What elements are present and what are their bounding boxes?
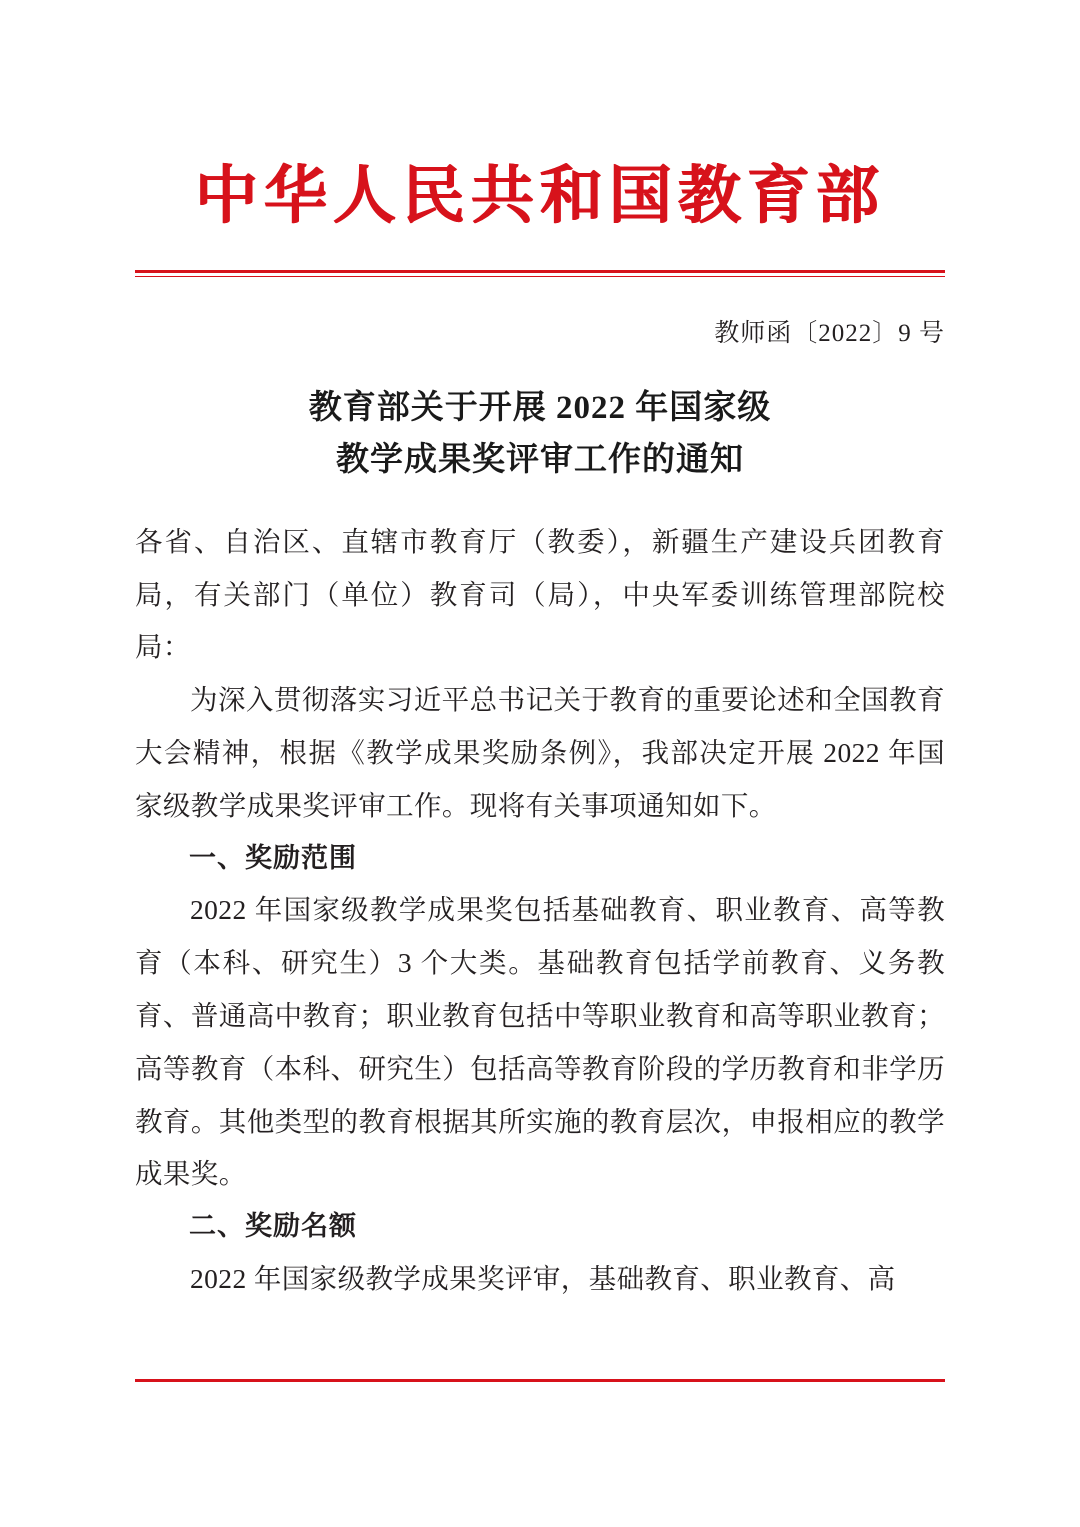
letterhead — [135, 0, 945, 277]
document-title-line-2: 教学成果奖评审工作的通知 — [336, 441, 744, 478]
section-1-heading: 一、奖励范围 — [189, 842, 357, 873]
letterhead-divider — [135, 270, 945, 277]
document-title — [135, 383, 945, 485]
footer-divider — [135, 1379, 945, 1382]
document-title-line-1: 教育部关于开展 2022 年国家级 — [308, 390, 772, 427]
preamble-paragraph: 为深入贯彻落实习近平总书记关于教育的重要论述和全国教育大会精神，根据《教学成果奖励条例》，我部决定开展 2022 年国家级教学成果奖评审工作。现将有关事项通知如下。 — [135, 684, 945, 821]
document-number: 教师函〔2022〕9 号 — [714, 320, 945, 348]
section-1-paragraph: 2022 年国家级教学成果奖包括基础教育、职业教育、高等教育（本科、研究生）3 个大类。基础教育包括学前教育、义务教育、普通高中教育；职业教育包括中等职业教育和高等职业教育；高等教育（本科、研究生）包括高等教育阶段的学历教育和非学历教育。其他类型的教育根据其所实施的教育层次，申报相应的教学成果奖。 — [135, 894, 945, 1190]
section-2-heading: 二、奖励名额 — [189, 1211, 357, 1242]
section-2-paragraph: 2022 年国家级教学成果奖评审，基础教育、职业教育、高 — [190, 1262, 896, 1294]
document-body — [135, 516, 945, 1306]
letterhead-divider-thick — [135, 270, 945, 273]
addressee-paragraph: 各省、自治区、直辖市教育厅（教委），新疆生产建设兵团教育局，有关部门（单位）教育司（局），中央军委训练管理部院校局： — [135, 525, 945, 663]
letterhead-divider-thin — [135, 276, 945, 277]
issuing-organization: 中华人民共和国教育部 — [195, 161, 885, 231]
